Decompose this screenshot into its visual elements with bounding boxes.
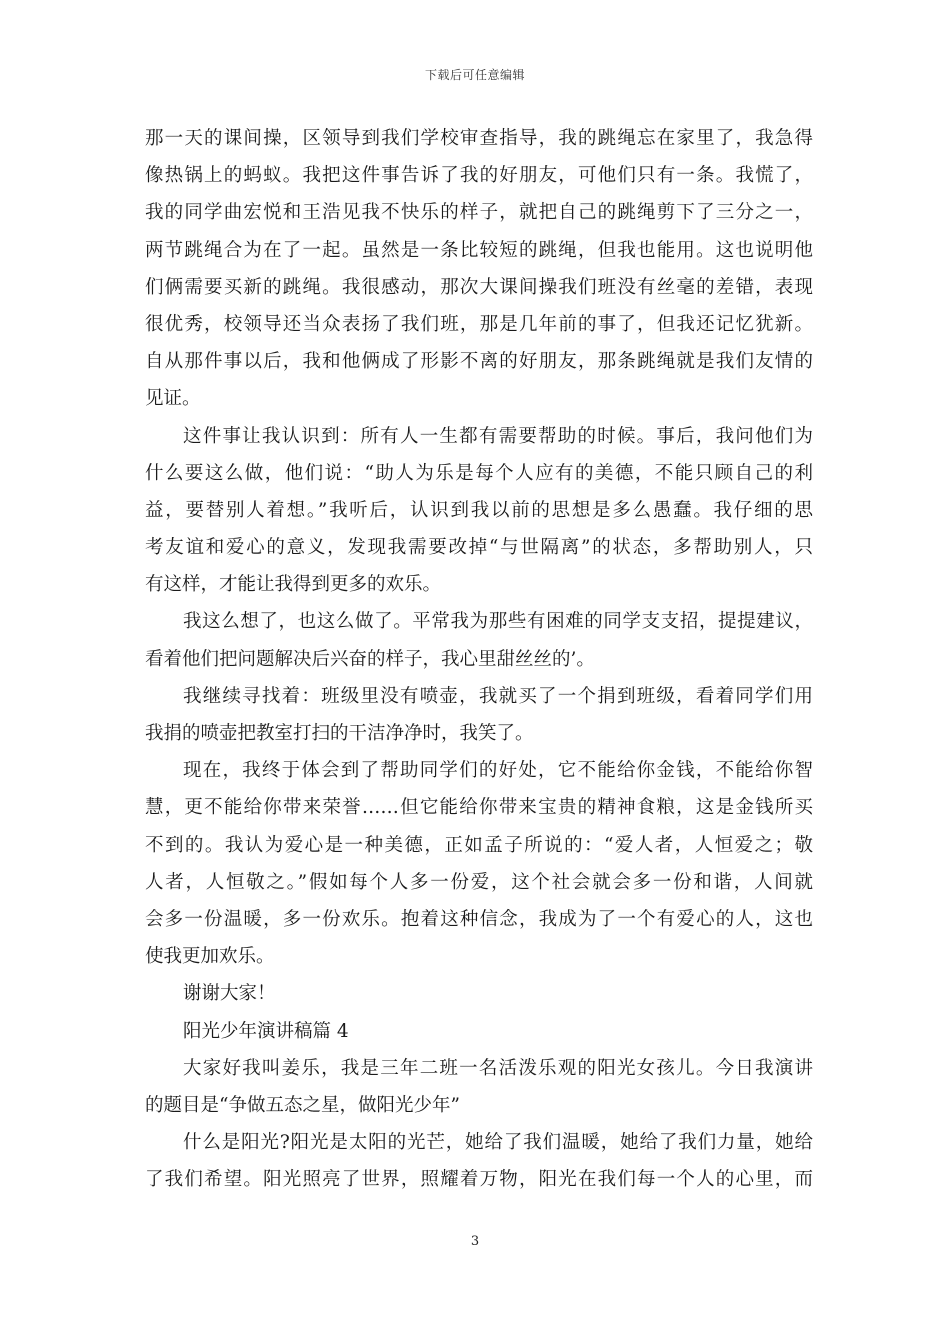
text-line: 有这样，才能让我得到更多的欢乐。 bbox=[145, 574, 442, 596]
text-line: 大家好我叫姜乐，我是三年二班一名活泼乐观的阳光女孩儿。今日我演讲 bbox=[183, 1057, 813, 1079]
text-line: 我捐的喷壶把教室打扫的干洁净净时，我笑了。 bbox=[145, 723, 534, 744]
text-line: 两节跳绳合为在了一起。虽然是一条比较短的跳绳，但我也能用。这也说明他 bbox=[145, 239, 813, 261]
text-line: 什么要这么做，他们说：“助人为乐是每个人应有的美德，不能只顾自己的利 bbox=[145, 462, 813, 484]
text-line: 会多一份温暖，多一份欢乐。抱着这种信念，我成为了一个有爱心的人，这也 bbox=[145, 908, 813, 930]
text-line: 这件事让我认识到：所有人一生都有需要帮助的时候。事后，我问他们为 bbox=[183, 425, 813, 447]
text-line: 益，要替别人着想。”我听后，认识到我以前的思想是多么愚蠢。我仔细的思 bbox=[145, 499, 813, 521]
page-number: 3 bbox=[470, 1234, 480, 1249]
text-line: 人者，人恒敬之。”假如每个人多一份爱，这个社会就会多一份和谐，人间就 bbox=[145, 871, 813, 893]
text-line: 谢谢大家！ bbox=[183, 983, 276, 1005]
text-line: 像热锅上的蚂蚁。我把这件事告诉了我的好朋友，可他们只有一条。我慌了， bbox=[145, 165, 813, 187]
text-line: 的题目是“争做五态之星，做阳光少年” bbox=[145, 1094, 460, 1116]
text-line: 那一天的课间操，区领导到我们学校审查指导，我的跳绳忘在家里了，我急得 bbox=[145, 128, 813, 149]
text-line: 阳光少年演讲稿篇 4 bbox=[183, 1020, 349, 1042]
text-line: 考友谊和爱心的意义，发现我需要改掉“与世隔离”的状态，多帮助别人，只 bbox=[145, 537, 813, 559]
text-line: 现在，我终于体会到了帮助同学们的好处，它不能给你金钱，不能给你智 bbox=[183, 760, 813, 782]
text-line: 我这么想了，也这么做了。平常我为那些有困难的同学支支招，提提建议， bbox=[183, 611, 813, 633]
text-line: 们俩需要买新的跳绳。我很感动，那次大课间操我们班没有丝毫的差错，表现 bbox=[145, 276, 813, 298]
text-line: 我继续寻找着：班级里没有喷壶，我就买了一个捐到班级，看着同学们用 bbox=[183, 685, 813, 707]
text-line: 使我更加欢乐。 bbox=[145, 946, 275, 968]
text-line: 我的同学曲宏悦和王浩见我不快乐的样子，就把自己的跳绳剪下了三分之一， bbox=[145, 202, 813, 224]
text-line: 了我们希望。阳光照亮了世界，照耀着万物，阳光在我们每一个人的心里，而 bbox=[145, 1169, 813, 1191]
text-line: 看着他们把问题解决后兴奋的样子，我心里甜丝丝的’。 bbox=[145, 648, 595, 670]
text-line: 自从那件事以后，我和他俩成了形影不离的好朋友，那条跳绳就是我们友情的 bbox=[145, 351, 813, 373]
text-line: 什么是阳光?阳光是太阳的光芒，她给了我们温暖，她给了我们力量，她给 bbox=[183, 1132, 813, 1154]
document-body bbox=[145, 120, 813, 1198]
text-line: 不到的。我认为爱心是一种美德，正如孟子所说的：“爱人者，人恒爱之；敬 bbox=[145, 834, 813, 856]
text-line: 见证。 bbox=[145, 388, 201, 410]
page-header: 下载后可任意编辑 bbox=[424, 68, 525, 82]
text-line: 很优秀，校领导还当众表扬了我们班，那是几年前的事了，但我还记忆犹新。 bbox=[145, 313, 813, 335]
text-line: 慧，更不能给你带来荣誉……但它能给你带来宝贵的精神食粮，这是金钱所买 bbox=[145, 797, 813, 819]
